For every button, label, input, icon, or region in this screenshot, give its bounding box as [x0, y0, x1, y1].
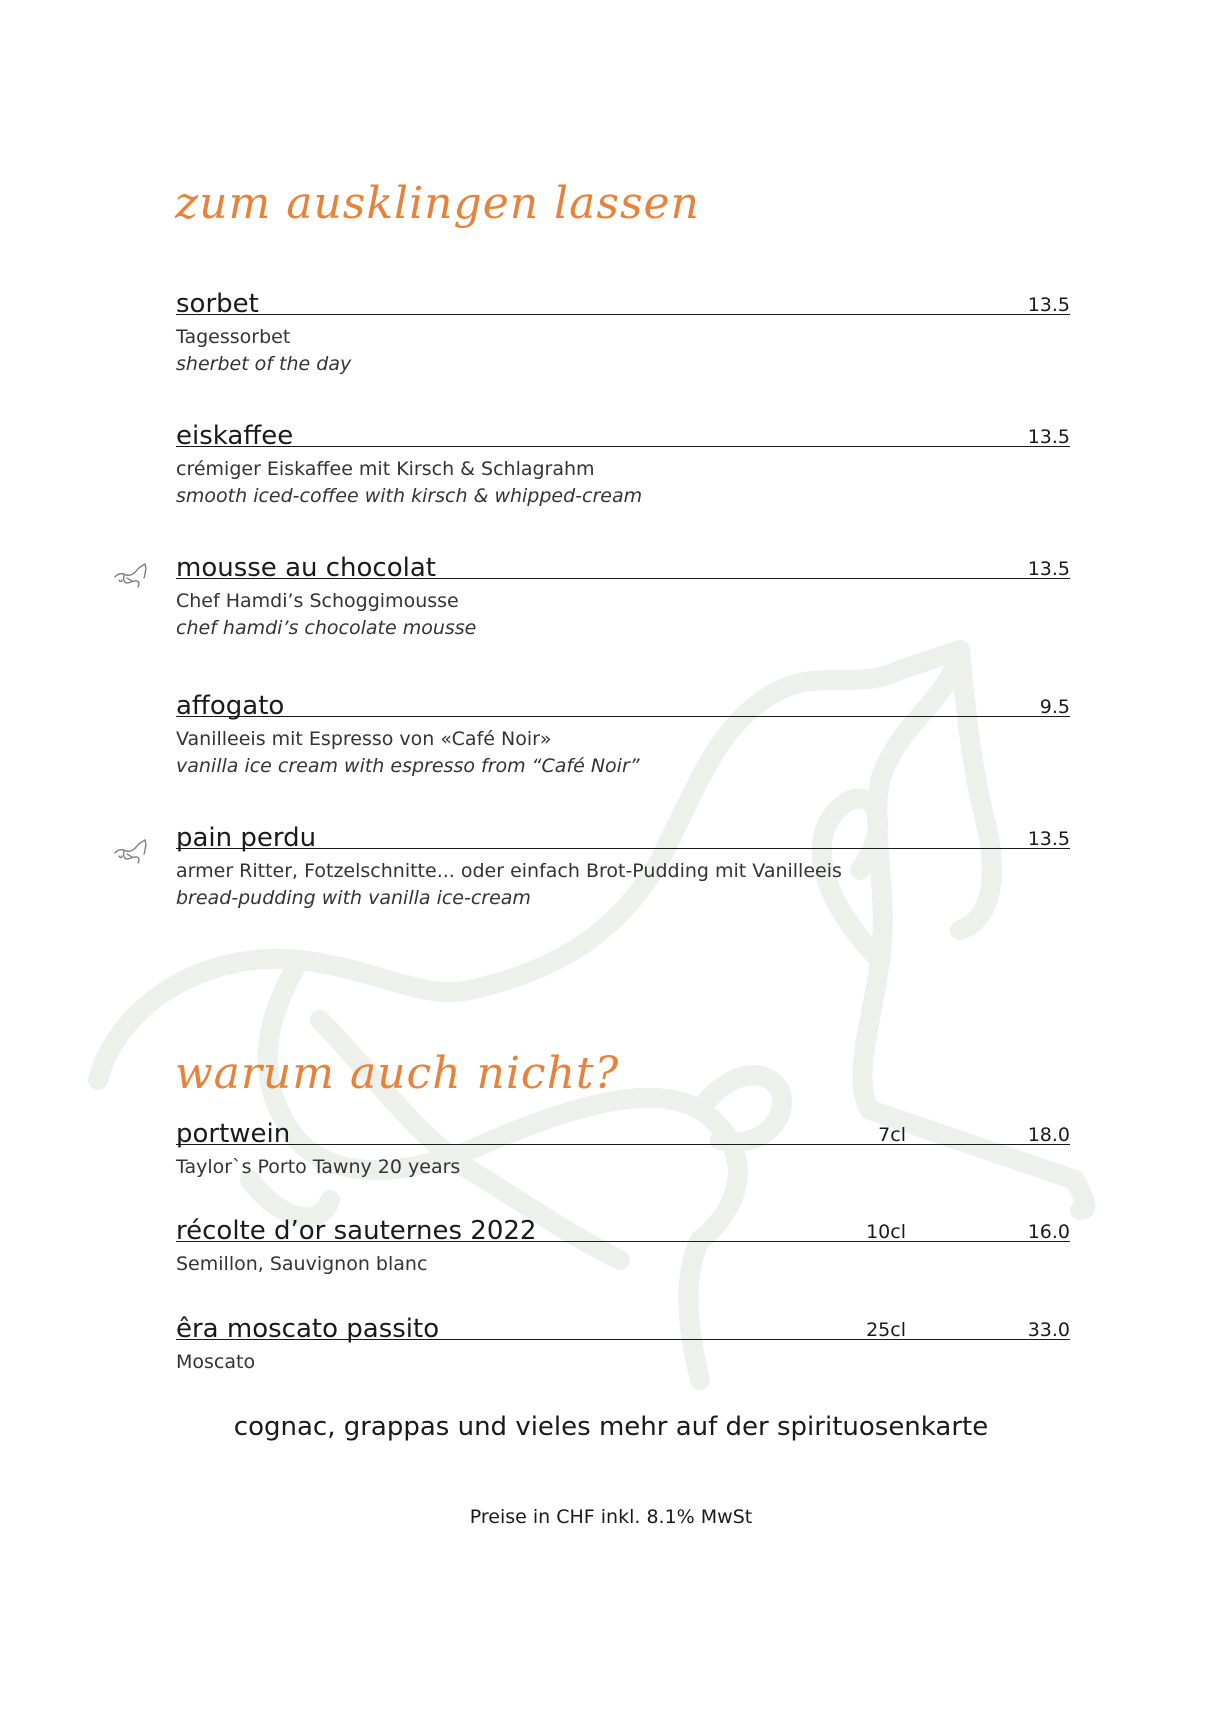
- item-header: [176, 1199, 1070, 1246]
- horse-icon: [112, 560, 150, 588]
- spirits-menu-note: cognac, grappas und vieles mehr auf der spirituosenkarte: [233, 1412, 989, 1442]
- item-header: [176, 1102, 1070, 1149]
- item-price: 33.0: [1027, 1319, 1070, 1341]
- price-note: Preise in CHF inkl. 8.1% MwSt: [469, 1506, 753, 1528]
- item-name: récolte d’or sauternes 2022: [176, 1216, 537, 1246]
- item-name: eiskaffee: [176, 421, 294, 451]
- menu-item-mousse-au-chocolat: [176, 536, 1070, 640]
- item-volume: 7cl: [878, 1124, 906, 1146]
- item-price: 13.5: [1027, 426, 1070, 448]
- item-price: 13.5: [1027, 828, 1070, 850]
- item-description-en: bread-pudding with vanilla ice-cream: [176, 886, 531, 909]
- menu-item-era-moscato-passito: [176, 1297, 1070, 1375]
- section-title-dessert-wines: warum auch nicht?: [175, 1048, 620, 1099]
- item-description-de: Vanilleeis mit Espresso von «Café Noir»: [176, 728, 552, 750]
- item-description-de: Taylor`s Porto Tawny 20 years: [176, 1156, 461, 1178]
- item-header: [176, 1297, 1070, 1344]
- item-name: portwein: [176, 1119, 291, 1149]
- item-description-de: crémiger Eiskaffee mit Kirsch & Schlagrahm: [176, 458, 595, 480]
- item-description-de: Semillon, Sauvignon blanc: [176, 1253, 428, 1275]
- item-volume: 10cl: [866, 1221, 906, 1243]
- item-name: sorbet: [176, 289, 259, 319]
- item-description-de: Tagessorbet: [176, 326, 291, 348]
- item-description-de: armer Ritter, Fotzelschnitte... oder einfach Brot-Pudding mit Vanilleeis: [176, 860, 842, 882]
- item-description-en: sherbet of the day: [176, 352, 352, 375]
- item-price: 13.5: [1027, 294, 1070, 316]
- item-name: pain perdu: [176, 823, 317, 853]
- item-price: 18.0: [1027, 1124, 1070, 1146]
- item-description-de: Moscato: [176, 1351, 256, 1373]
- item-header: [176, 674, 1070, 721]
- menu-item-pain-perdu: [176, 806, 1070, 910]
- item-name: êra moscato passito: [176, 1314, 440, 1344]
- item-header: [176, 404, 1070, 451]
- menu-item-affogato: [176, 674, 1070, 778]
- item-description-en: chef hamdi’s chocolate mousse: [176, 616, 477, 639]
- menu-item-portwein: [176, 1102, 1070, 1180]
- item-volume: 25cl: [866, 1319, 906, 1341]
- item-header: [176, 536, 1070, 583]
- section-title-desserts: zum ausklingen lassen: [175, 178, 700, 229]
- menu-item-eiskaffee: [176, 404, 1070, 508]
- menu-item-sorbet: [176, 272, 1070, 376]
- item-price: 13.5: [1027, 558, 1070, 580]
- horse-icon: [112, 836, 150, 864]
- item-description-de: Chef Hamdi’s Schoggimousse: [176, 590, 459, 612]
- item-price: 16.0: [1027, 1221, 1070, 1243]
- menu-item-recolte-dor-sauternes: [176, 1199, 1070, 1277]
- item-header: [176, 272, 1070, 319]
- item-header: [176, 806, 1070, 853]
- item-price: 9.5: [1039, 696, 1070, 718]
- item-description-en: vanilla ice cream with espresso from “Café Noir”: [176, 754, 640, 777]
- item-description-en: smooth iced-coffee with kirsch & whipped-cream: [176, 484, 643, 507]
- item-name: affogato: [176, 691, 285, 721]
- item-name: mousse au chocolat: [176, 553, 436, 583]
